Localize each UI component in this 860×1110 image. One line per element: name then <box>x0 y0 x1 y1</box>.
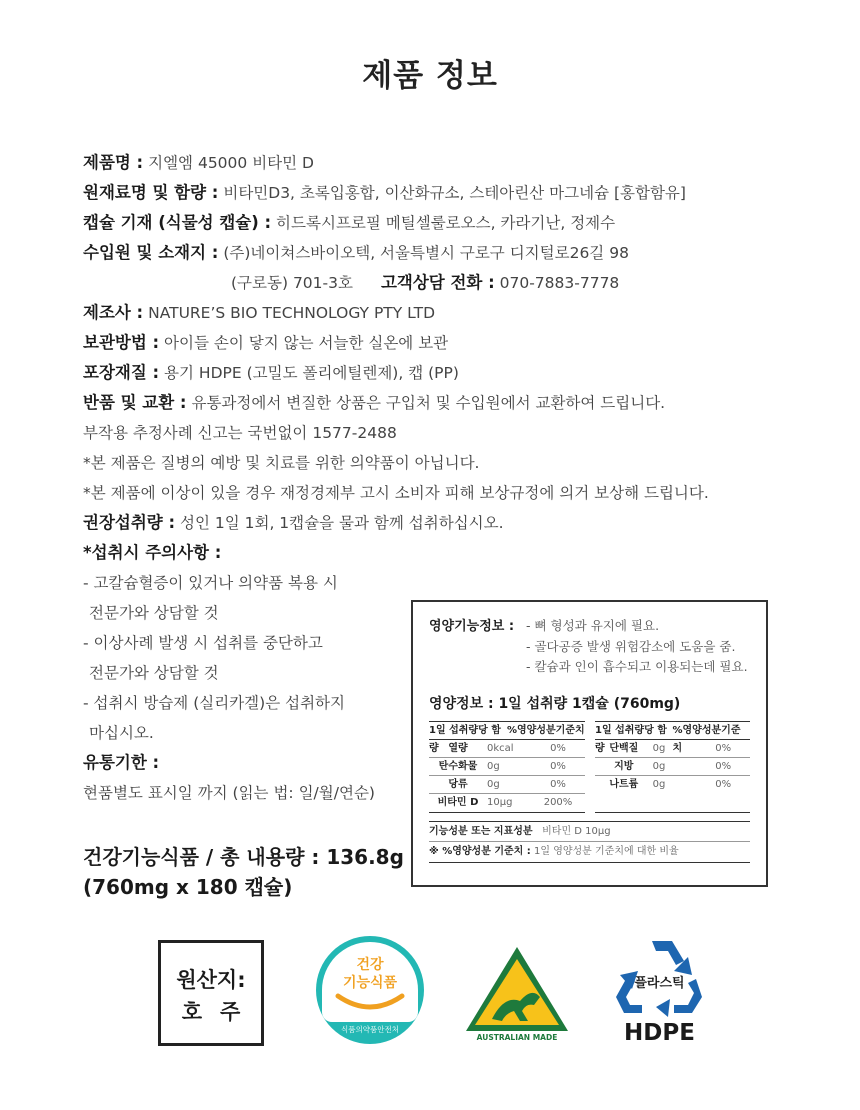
nutrition-table-left <box>429 721 585 813</box>
health-food-badge <box>316 936 424 1044</box>
basis-row <box>429 842 750 862</box>
kangaroo-triangle-icon <box>462 945 572 1033</box>
page-title: 제품 정보 <box>362 58 498 94</box>
maker-row <box>83 298 803 328</box>
cs-label: 고객상담 전화 : <box>380 273 495 292</box>
packaging: 용기 HDPE (고밀도 폴리에틸렌제), 캡 (PP) <box>164 364 459 382</box>
nutrient-name: 탄수화물 <box>438 761 478 772</box>
total-line1: 건강기능식품 / 총 내용량 : 136.8g <box>83 845 404 869</box>
nutrient-amount: 10μg <box>487 797 513 808</box>
origin-line2: 호주 <box>181 1000 259 1024</box>
nutrient-name: 지방 <box>614 761 634 772</box>
col-pct: %영양성분기준치 <box>507 725 585 736</box>
nutrient-pct: 0% <box>715 743 732 754</box>
ingredients: 비타민D3, 초록입홍합, 이산화규소, 스테아린산 마그네슘 [홍합함유] <box>223 184 686 202</box>
caution2b: 전문가와 상담할 것 <box>89 664 219 682</box>
col-amount: 1일 섭취량당 함량 <box>429 725 501 754</box>
product-name: 지엘엠 45000 비타민 D <box>148 154 314 172</box>
nutrition-table-right <box>595 721 750 813</box>
nutrient-name: 나트륨 <box>609 779 639 790</box>
ingredients-row <box>83 178 803 208</box>
nutrient-name: 당류 <box>448 779 468 790</box>
basis-label: ※ %영양성분 기준치 : <box>429 846 531 857</box>
nutrient-name: 열량 <box>448 743 468 754</box>
col-pct: %영양성분기준치 <box>672 725 741 754</box>
maker: NATURE’S BIO TECHNOLOGY PTY LTD <box>148 304 436 322</box>
func-info <box>429 616 750 677</box>
return-row <box>83 388 803 418</box>
nutrient-pct: 200% <box>543 797 573 808</box>
health-food-line1: 건강 <box>356 957 384 973</box>
packaging-label: 포장재질 : <box>83 363 160 382</box>
origin-line1: 원산지: <box>176 968 246 992</box>
expiry-row: 현품별도 표시일 까지 (읽는 법: 일/월/연순) <box>83 784 375 802</box>
side-effect-row: 부작용 추정사례 신고는 국번없이 1577-2488 <box>83 424 397 442</box>
basis: 1일 영양성분 기준치에 대한 비율 <box>534 846 679 857</box>
recycle-label: 플라스틱 <box>634 976 685 991</box>
product-name-row <box>83 148 803 178</box>
nutrition-box <box>411 600 768 887</box>
importer-line2: (구로동) 701-3호 <box>231 274 353 292</box>
caution1b: 전문가와 상담할 것 <box>89 604 219 622</box>
nutrient-pct: 0% <box>715 779 732 790</box>
health-food-line2: 기능식품 <box>342 975 398 991</box>
importer: (주)네이쳐스바이오텍, 서울특별시 구로구 디지털로26길 98 <box>223 244 629 262</box>
func-line-1: - 뼈 형성과 유지에 필요. <box>526 618 660 633</box>
importer-label: 수입원 및 소재지 : <box>83 243 219 262</box>
ingredients-label: 원재료명 및 함량 : <box>83 183 219 202</box>
caution1a: - 고칼슘혈증이 있거나 의약품 복용 시 <box>83 574 338 592</box>
indicator-row <box>429 822 750 842</box>
product-name-label: 제품명 : <box>83 153 144 172</box>
table-row <box>429 740 585 758</box>
importer-row <box>83 238 803 268</box>
nutrient-pct: 0% <box>550 743 566 754</box>
health-food-sub: 식품의약품안전처 <box>341 1025 399 1034</box>
storage: 아이들 손이 닿지 않는 서늘한 실온에 보관 <box>164 334 449 352</box>
total-line2: (760mg x 180 캡슐) <box>83 875 293 899</box>
nutrient-amount: 0kcal <box>487 743 514 754</box>
nutrient-amount: 0g <box>487 761 500 772</box>
aus-made-caption: AUSTRALIAN MADE <box>476 1033 558 1042</box>
recycle-logo <box>612 935 707 1050</box>
table-row <box>595 776 750 794</box>
cs-phone: 070-7883-7778 <box>499 274 620 292</box>
return-label: 반품 및 교환 : <box>83 393 187 412</box>
return: 유통과정에서 변질한 상품은 구입처 및 수입원에서 교환하여 드립니다. <box>191 394 666 412</box>
caution3a: - 섭취시 방습제 (실리카겔)은 섭취하지 <box>83 694 345 712</box>
caution-label-row <box>83 538 803 568</box>
note2-row: *본 제품에 이상이 있을 경우 재정경제부 고시 소비자 피해 보상규정에 의거 보상해 드립니다. <box>83 484 709 502</box>
nutrient-name: 비타민 D <box>437 797 479 808</box>
nutrient-amount: 0g <box>652 743 666 754</box>
indicator-label: 기능성분 또는 지표성분 <box>429 826 533 837</box>
nutrition-tables <box>429 721 750 813</box>
capsule-label: 캡슐 기재 (식물성 캡슐) : <box>83 213 272 232</box>
maker-label: 제조사 : <box>83 303 144 322</box>
table-row <box>595 740 750 758</box>
dose: 성인 1일 1회, 1캡슐을 물과 함께 섭취하십시오. <box>179 514 504 532</box>
nutrient-pct: 0% <box>715 761 732 772</box>
note1-row: *본 제품은 질병의 예방 및 치료를 위한 의약품이 아닙니다. <box>83 454 480 472</box>
func-label: 영양기능정보 : <box>429 619 515 634</box>
table-row <box>429 758 585 776</box>
func-line-2: - 골다공증 발생 위험감소에 도움을 줌. <box>526 639 736 654</box>
table-row <box>429 794 585 812</box>
table-row <box>429 776 585 794</box>
packaging-row <box>83 358 803 388</box>
nutrient-amount: 0g <box>652 761 666 772</box>
nutrient-name: 단백질 <box>609 743 639 754</box>
total-volume <box>83 842 404 902</box>
storage-row <box>83 328 803 358</box>
dose-row <box>83 508 803 538</box>
importer-row-2 <box>83 268 803 298</box>
indicator: 비타민 D 10μg <box>542 826 611 837</box>
func-line-3: - 칼슘과 인이 흡수되고 이용되는데 필요. <box>526 659 748 674</box>
nutrition-heading: 영양정보 : 1일 섭취량 1캡슐 (760mg) <box>429 696 681 712</box>
table-row <box>595 758 750 776</box>
expiry-label: 유통기한 : <box>83 753 160 772</box>
storage-label: 보관방법 : <box>83 333 160 352</box>
origin-badge <box>158 940 264 1046</box>
capsule: 히드록시프로필 메틸셀룰로오스, 카라기난, 정제수 <box>276 214 616 232</box>
nutrient-amount: 0g <box>652 779 666 790</box>
caution3b: 마십시오. <box>89 724 154 742</box>
col-amount: 1일 섭취량당 함량 <box>595 725 667 754</box>
australian-made-logo <box>462 945 572 1045</box>
caution2a: - 이상사례 발생 시 섭취를 중단하고 <box>83 634 323 652</box>
caution-label: *섭취시 주의사항 : <box>83 543 222 562</box>
capsule-row <box>83 208 803 238</box>
nutrient-pct: 0% <box>550 779 566 790</box>
recycle-material: HDPE <box>624 1020 695 1046</box>
dose-label: 권장섭취량 : <box>83 513 176 532</box>
nutrition-footer <box>429 821 750 863</box>
nutrient-pct: 0% <box>550 761 566 772</box>
nutrient-amount: 0g <box>487 779 500 790</box>
